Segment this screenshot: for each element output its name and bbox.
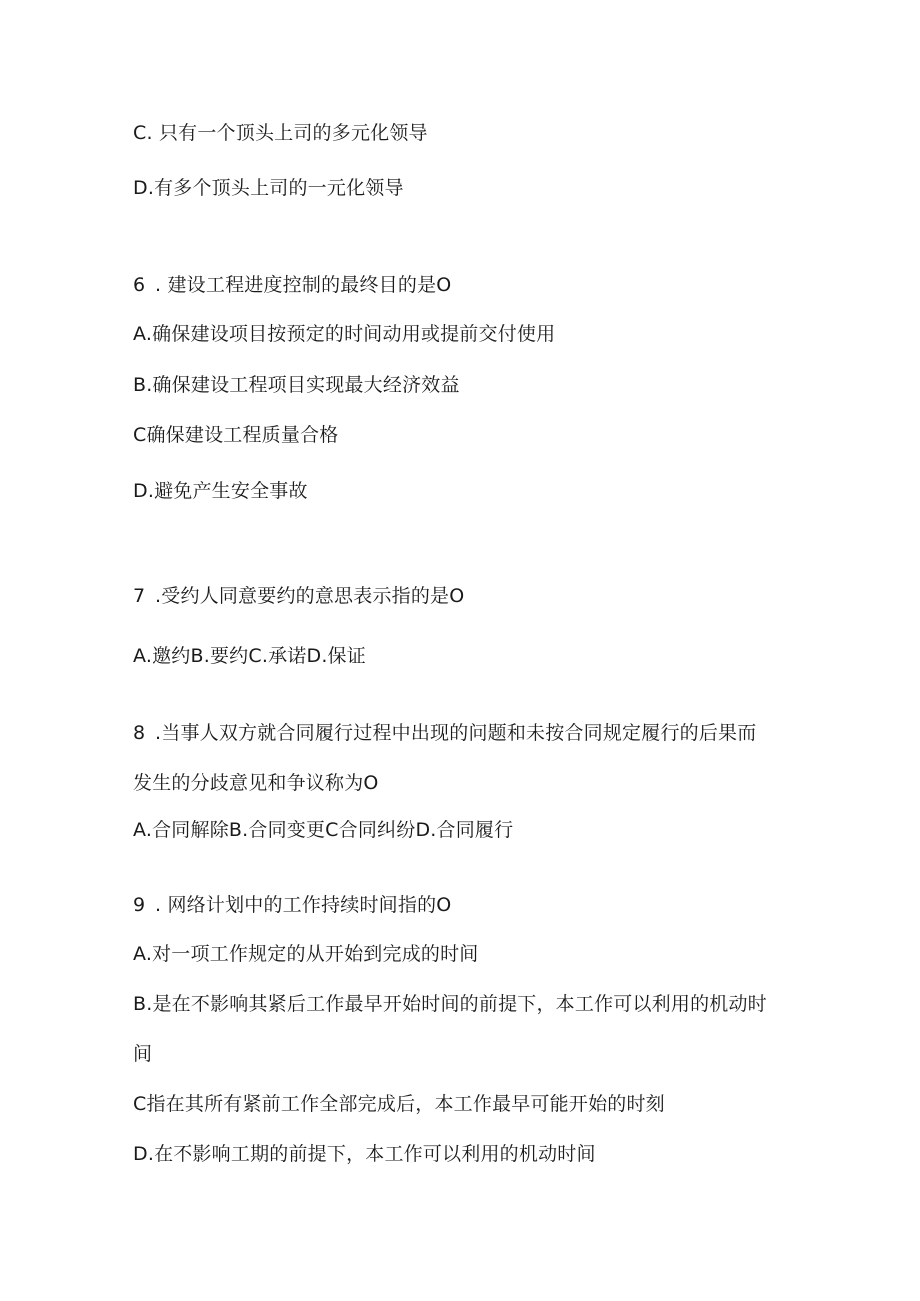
q9-option-c: C指在其所有紧前工作全部完成后，本工作最早可能开始的时刻 [133, 1093, 665, 1115]
q6-option-b: B.确保建设工程项目实现最大经济效益 [133, 374, 460, 396]
q7-number: 7 [133, 585, 146, 607]
q9-option-a: A.对一项工作规定的从开始到完成的时间 [133, 943, 479, 965]
q6-option-a: A.确保建设项目按预定的时间动用或提前交付使用 [133, 323, 556, 345]
q8-stem-line [133, 721, 756, 745]
q8-options: A.合同解除B.合同变更C合同纠纷D.合同履行 [133, 819, 514, 841]
q9-option-b-line-2: 间 [133, 1043, 153, 1065]
q6-stem-line [133, 273, 451, 297]
q5-option-d: D.有多个顶头上司的一元化领导 [133, 177, 404, 199]
q5-option-c: C. 只有一个顶头上司的多元化领导 [133, 122, 428, 144]
q9-number: 9 [133, 894, 146, 916]
q9-stem: . 网络计划中的工作持续时间指的O [155, 894, 452, 916]
q8-stem-line-1: .当事人双方就合同履行过程中出现的问题和未按合同规定履行的后果而 [155, 722, 757, 744]
q9-option-b-line-1: B.是在不影响其紧后工作最早开始时间的前提下，本工作可以利用的机动时 [133, 993, 767, 1015]
q6-stem: . 建设工程进度控制的最终目的是O [155, 274, 452, 296]
q6-number: 6 [133, 274, 146, 296]
q6-option-d: D.避免产生安全事故 [133, 480, 308, 502]
q8-stem-line-2: 发生的分歧意见和争议称为O [133, 772, 379, 794]
q7-stem-line [133, 584, 464, 608]
q8-number: 8 [133, 722, 146, 744]
q7-stem: .受约人同意要约的意思表示指的是O [155, 585, 465, 607]
q6-option-c: C确保建设工程质量合格 [133, 424, 339, 446]
q7-options: A.邀约B.要约C.承诺D.保证 [133, 645, 366, 667]
q9-stem-line [133, 893, 451, 917]
q9-option-d: D.在不影响工期的前提下，本工作可以利用的机动时间 [133, 1143, 596, 1165]
